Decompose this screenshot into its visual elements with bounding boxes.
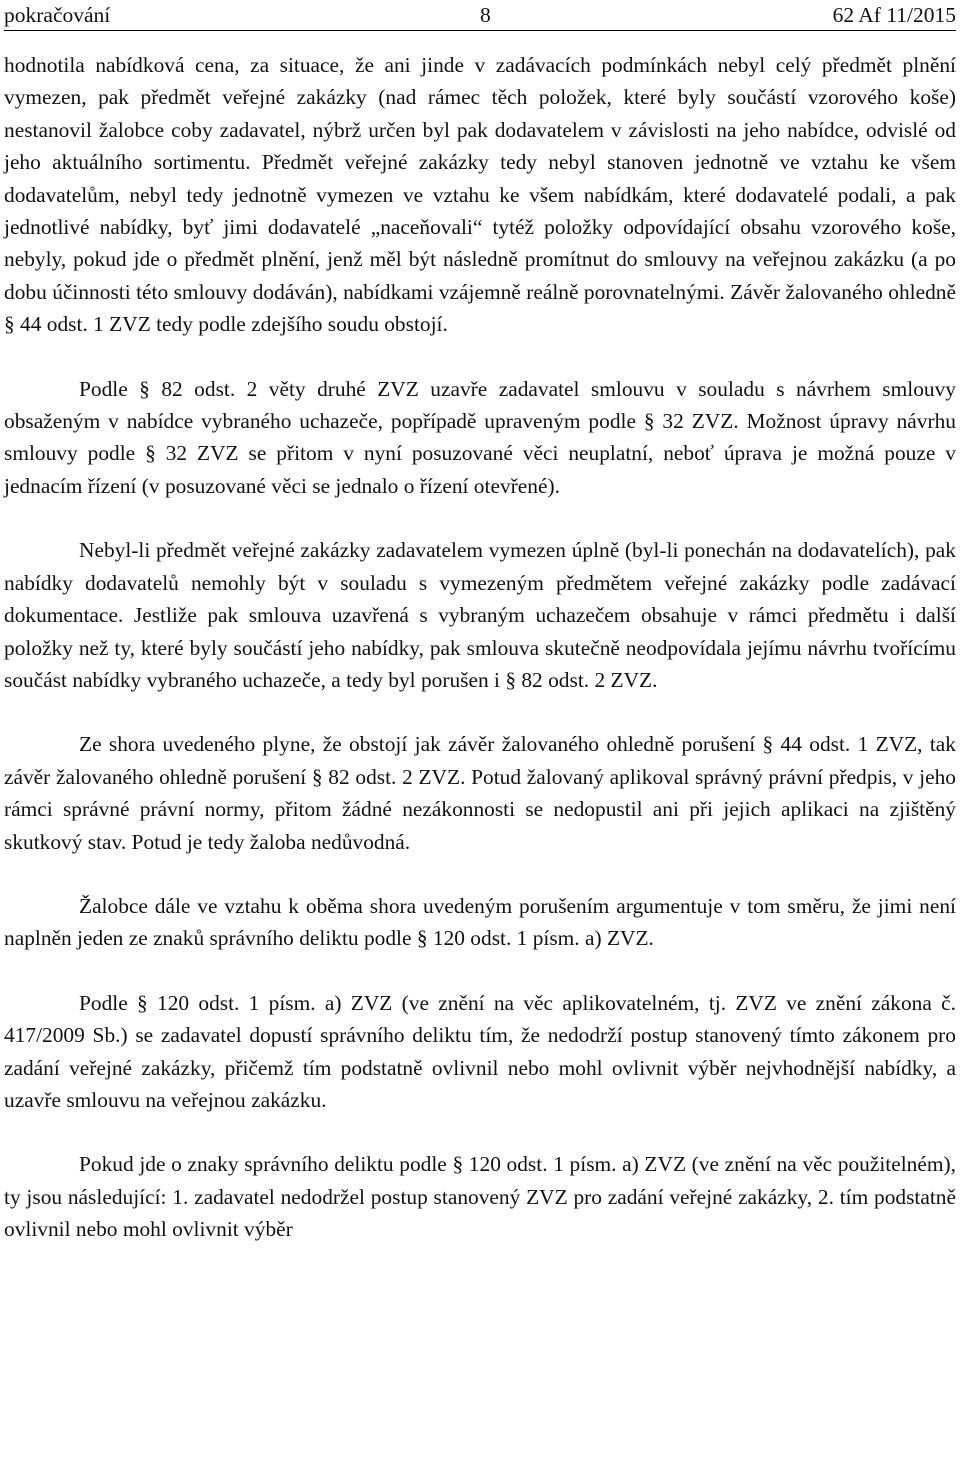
document-body	[4, 49, 956, 1246]
paragraph-4: Ze shora uvedeného plyne, že obstojí jak závěr žalovaného ohledně porušení § 44 odst. 1 ZVZ, tak závěr žalovaného ohledně porušení § 82 odst. 2 ZVZ. Potud žalovaný aplikoval správný právní předpis, v jeho rámci správné právní normy, přitom žádné nezákonnosti se nedopustil ani při jejich aplikaci na zjištěný skutkový stav. Potud je tedy žaloba nedůvodná.	[4, 732, 956, 854]
header-case-number: 62 Af 11/2015	[832, 3, 956, 27]
paragraph-7: Pokud jde o znaky správního deliktu podle § 120 odst. 1 písm. a) ZVZ (ve znění na věc použitelném), ty jsou následující: 1. zadavatel nedodržel postup stanovený ZVZ pro zadání veřejné zakázky, 2. tím podstatně ovlivnil nebo mohl ovlivnit výběr	[4, 1152, 956, 1242]
page-header	[4, 0, 956, 30]
paragraph-1: hodnotila nabídková cena, za situace, že ani jinde v zadávacích podmínkách nebyl celý předmět plnění vymezen, pak předmět veřejné zakázky (nad rámec těch položek, které byly součástí vzorového koše) nestanovil žalobce coby zadavatel, nýbrž určen byl pak dodavatelem v závislosti na jeho nabídce, odvislé od jeho aktuálního sortimentu. Předmět veřejné zakázky tedy nebyl stanoven jednotně ve vztahu ke všem dodavatelům, nebyl tedy jednotně vymezen ve vztahu ke všem nabídkám, které dodavatelé podali, a pak jednotlivé nabídky, byť jimi dodavatelé „naceňovali“ tytéž položky odpovídající obsahu vzorového koše, nebyly, pokud jde o předmět plnění, jenž měl být následně promítnut do smlouvy na veřejnou zakázku (a po dobu účinnosti této smlouvy dodáván), nabídkami vzájemně reálně porovnatelnými. Závěr žalovaného ohledně § 44 odst. 1 ZVZ tedy podle zdejšího soudu obstojí.	[4, 53, 956, 337]
paragraph-2: Podle § 82 odst. 2 věty druhé ZVZ uzavře zadavatel smlouvu v souladu s návrhem smlouvy obsaženým v nabídce vybraného uchazeče, popřípadě upraveným podle § 32 ZVZ. Možnost úpravy návrhu smlouvy podle § 32 ZVZ se přitom v nyní posuzované věci neuplatní, neboť úprava je možná pouze v jednacím řízení (v posuzované věci se jednalo o řízení otevřené).	[4, 376, 956, 498]
header-continuation: pokračování	[4, 3, 111, 27]
header-rule	[4, 30, 956, 31]
paragraph-6: Podle § 120 odst. 1 písm. a) ZVZ (ve znění na věc aplikovatelném, tj. ZVZ ve znění zákona č. 417/2009 Sb.) se zadavatel dopustí správního deliktu tím, že nedodrží postup stanovený tímto zákonem pro zadání veřejné zakázky, přičemž tím podstatně ovlivnil nebo mohl ovlivnit výběr nejvhodnější nabídky, a uzavře smlouvu na veřejnou zakázku.	[4, 990, 956, 1112]
header-page-number: 8	[480, 3, 491, 27]
paragraph-3: Nebyl-li předmět veřejné zakázky zadavatelem vymezen úplně (byl-li ponechán na dodavatelích), pak nabídky dodavatelů nemohly být v souladu s vymezeným předmětem veřejné zakázky podle zadávací dokumentace. Jestliže pak smlouva uzavřená s vybraným uchazečem obsahuje v rámci předmětu i další položky než ty, které byly součástí jeho nabídky, pak smlouva skutečně neodpovídala jejímu návrhu tvořícímu součást nabídky vybraného uchazeče, a tedy byl porušen i § 82 odst. 2 ZVZ.	[4, 538, 956, 692]
paragraph-5: Žalobce dále ve vztahu k oběma shora uvedeným porušením argumentuje v tom směru, že jimi není naplněn jeden ze znaků správního deliktu podle § 120 odst. 1 písm. a) ZVZ.	[4, 893, 956, 951]
